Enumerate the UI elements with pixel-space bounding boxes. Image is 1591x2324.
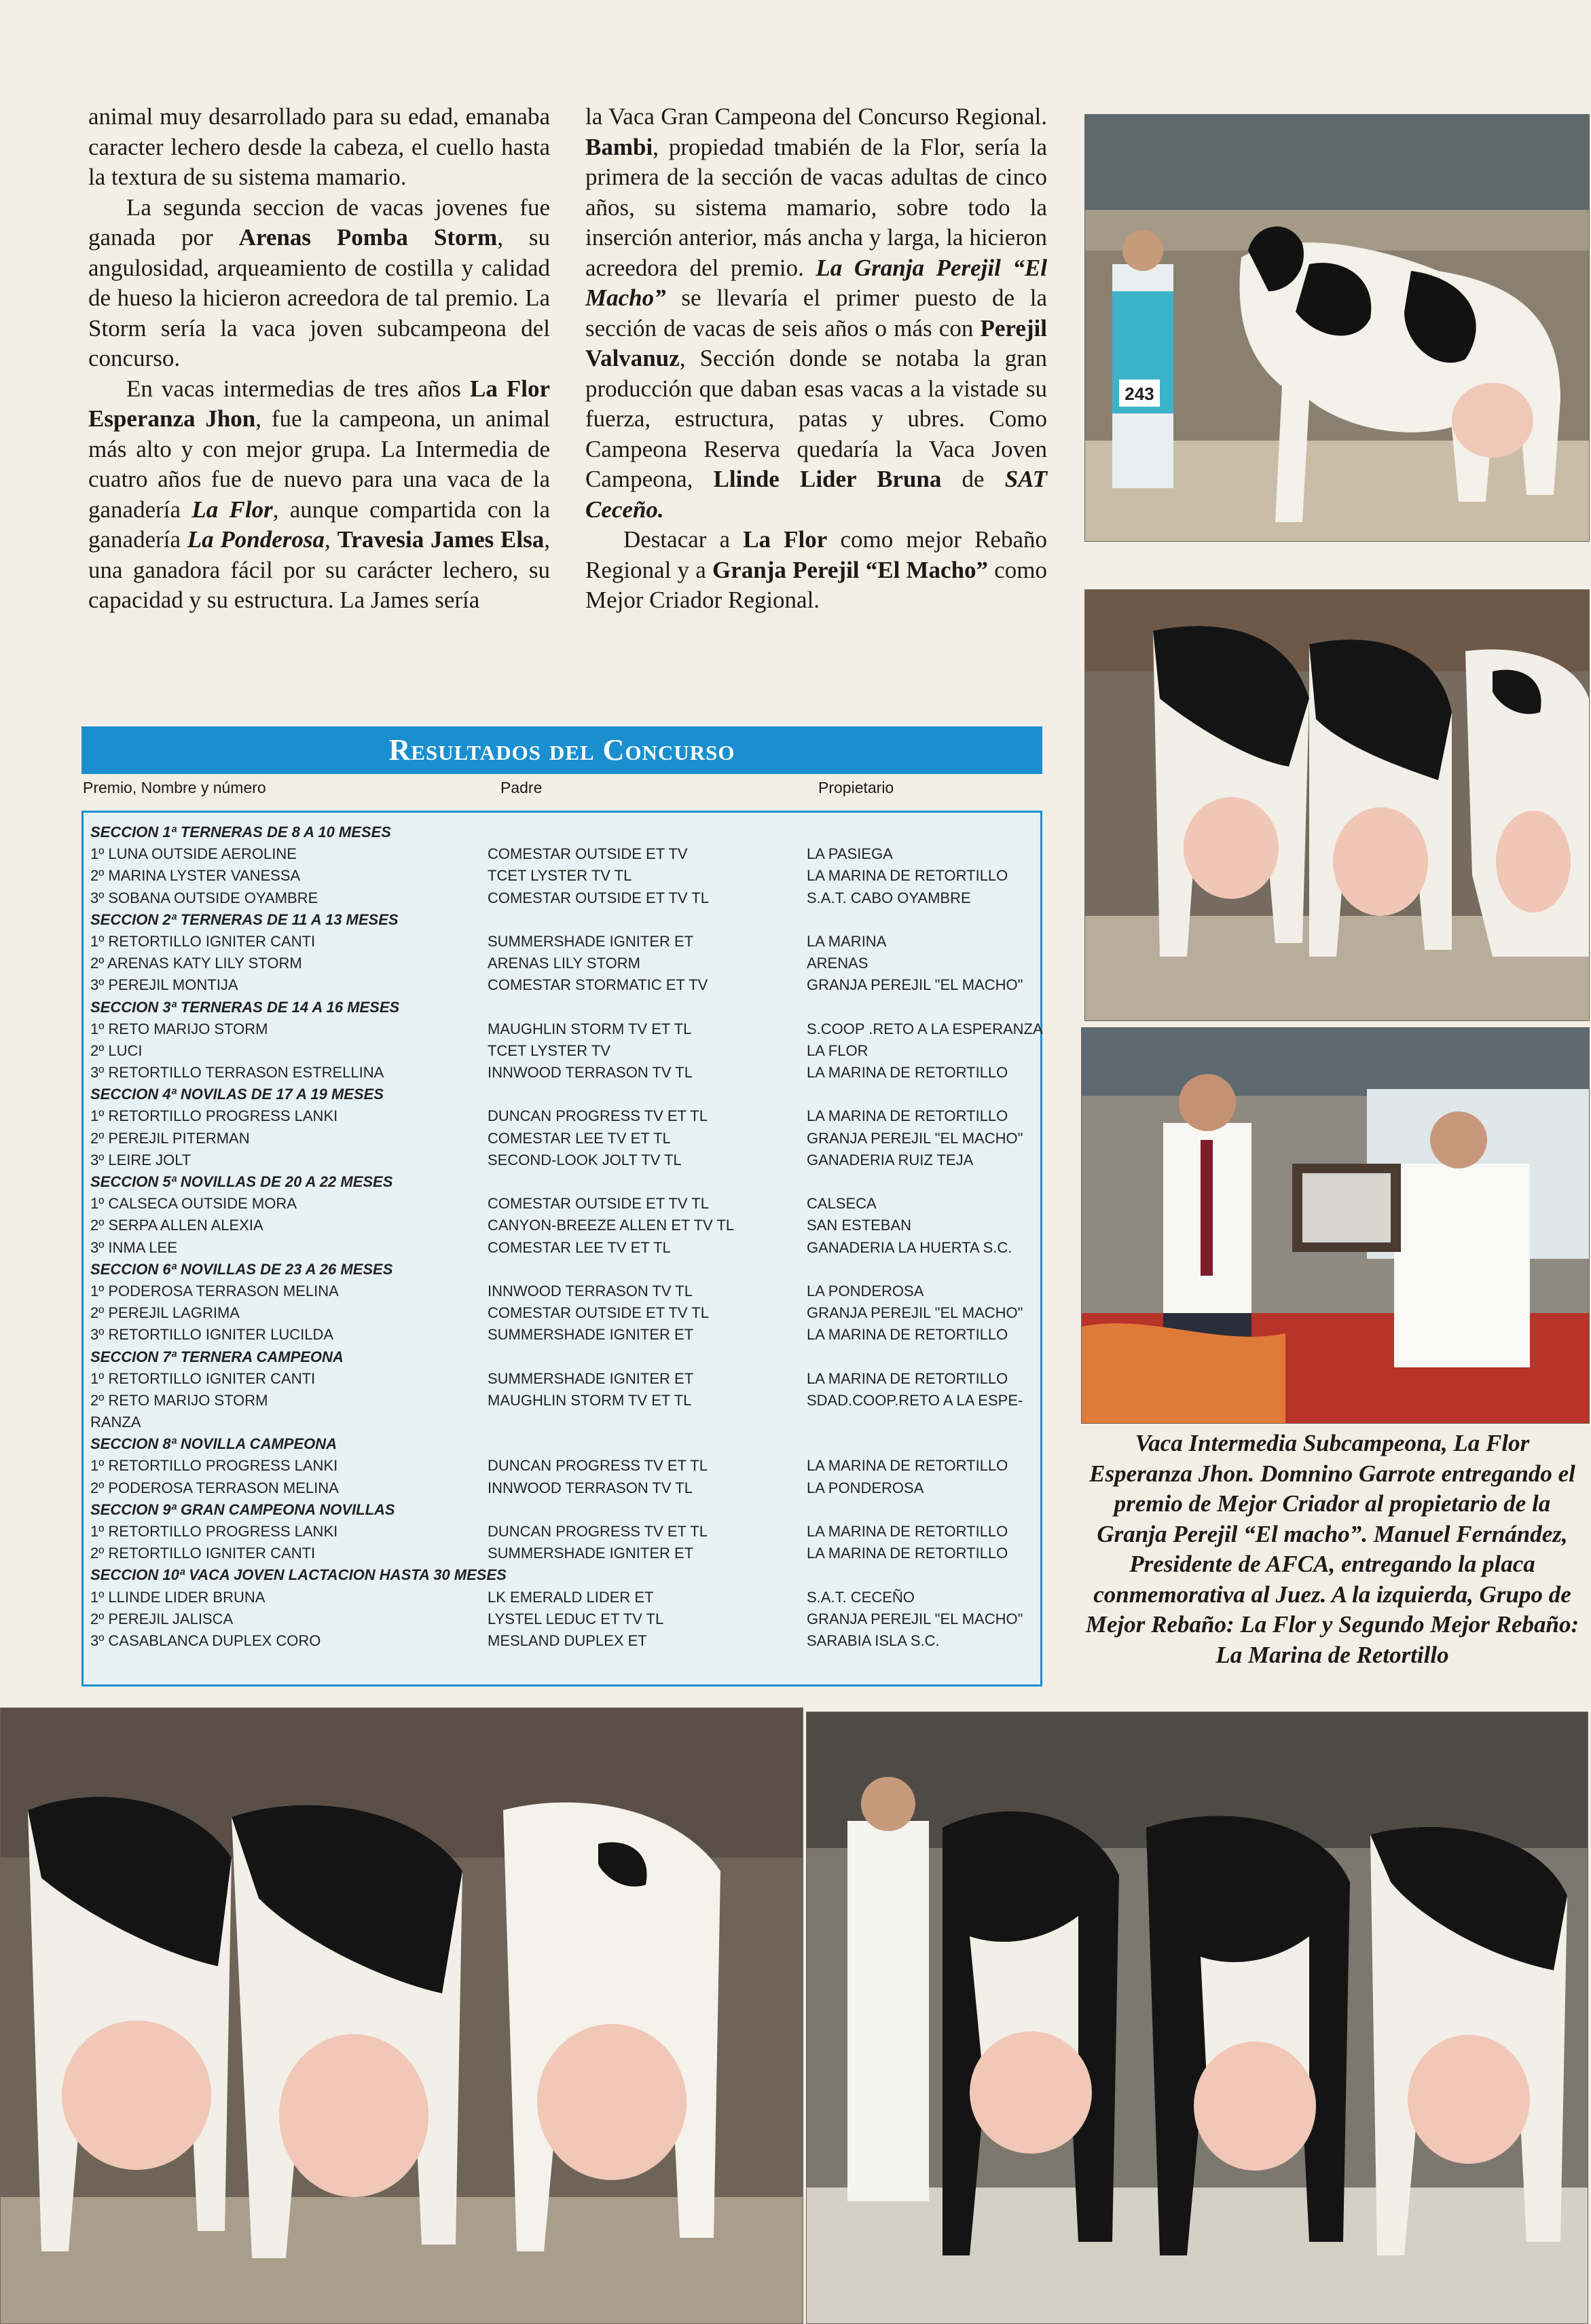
body-text: , Sección donde se notaba la gran producción que daban esas vacas a la vistade su fuerza, estructura, patas y ubres. Como Campeona Reserva quedaría la Vaca Joven Campeona, [585,345,1047,492]
cell-entry: 2º LUCI [90,1041,143,1059]
photo-best-herd-left [0,1708,803,2324]
section-title: SECCION 4ª NOVILAS DE 17 A 19 MESES [90,1086,384,1103]
cell-owner: SARABIA ISLA S.C. [807,1631,940,1649]
body-text: La segunda seccion de vacas jovenes fue ganada por [88,193,550,251]
cell-sire: TCET LYSTER TV TL [488,867,632,885]
body-text: , fue la campeona, un animal más alto y con mejor grupa. La Intermedia de cuatro años fue de nuevo para una vaca de la ganadería [88,405,550,523]
cell-entry: 1º LUNA OUTSIDE AEROLINE [90,845,297,863]
handler-number: 243 [1124,384,1154,404]
cell-entry: 1º RETO MARIJO STORM [90,1020,268,1037]
photo-award-plaque [1081,1027,1590,1424]
emphasis-text: La Flor Esperanza Jhon [88,375,551,432]
cell-sire: COMESTAR OUTSIDE ET TV TL [488,889,709,906]
cell-sire: COMESTAR LEE TV ET TL [488,1238,671,1256]
cell-sire: SECOND-LOOK JOLT TV TL [488,1151,682,1168]
body-text: de [941,466,1005,492]
emphasis-text: Perejil Valvanuz [585,314,1047,371]
cell-owner: LA PONDEROSA [807,1479,924,1496]
table-row [90,1105,1038,1127]
table-row [90,974,1038,996]
cell-entry: 1º RETORTILLO PROGRESS LANKI [90,1457,338,1475]
cell-entry: 2º ARENAS KATY LILY STORM [90,955,302,972]
cell-sire: LYSTEL LEDUC ET TV TL [488,1610,664,1627]
table-row [90,931,1038,953]
cell-sire: DUNCAN PROGRESS TV ET TL [488,1523,708,1540]
cell-owner: S.A.T. CECEÑO [807,1588,915,1606]
cell-entry: RANZA [90,1414,141,1431]
cell-entry: 3º RETORTILLO IGNITER LUCILDA [90,1326,334,1344]
emphasis-text: Bambi [585,133,653,160]
cell-entry: 2º PEREJIL JALISCA [90,1610,234,1627]
cell-entry: 2º RETORTILLO IGNITER CANTI [90,1545,316,1562]
article-paragraph [585,525,1047,616]
table-row [90,1324,1038,1346]
table-row [90,1543,1038,1564]
results-title: Resultados del Concurso [81,726,1042,774]
table-row [90,1608,1038,1630]
cell-sire: INNWOOD TERRASON TV TL [488,1479,693,1496]
cell-entry: 3º INMA LEE [90,1238,177,1256]
table-row [90,887,1038,909]
table-row [90,1237,1038,1259]
cell-owner: SAN ESTEBAN [807,1217,912,1234]
section-heading [90,822,1038,843]
cell-entry: 2º MARINA LYSTER VANESSA [90,867,301,885]
section-title: SECCION 1ª TERNERAS DE 8 A 10 MESES [90,824,391,841]
cell-entry: 3º RETORTILLO TERRASON ESTRELLINA [90,1064,384,1082]
body-text: En vacas intermedias de tres años [126,375,470,402]
cell-sire: MAUGHLIN STORM TV ET TL [488,1391,692,1409]
article-column-1 [88,102,550,616]
cell-owner: LA MARINA DE RETORTILLO [807,1523,1008,1540]
table-row [90,1368,1038,1390]
cell-entry: 3º PEREJIL MONTIJA [90,976,238,994]
emphasis-text: Granja Perejil “El Macho” [712,556,989,583]
table-row [90,1521,1038,1543]
section-heading [90,909,1038,931]
section-title: SECCION 6ª NOVILLAS DE 23 A 26 MESES [90,1260,393,1278]
cell-owner: LA MARINA [807,932,887,950]
emphasis-text: La Ponderosa [187,526,325,553]
cell-sire: CANYON-BREEZE ALLEN ET TV TL [488,1217,735,1234]
cell-owner: LA MARINA DE RETORTILLO [807,1369,1008,1387]
cell-sire: SUMMERSHADE IGNITER ET [488,1369,694,1387]
table-row [90,865,1038,887]
header-premio: Premio, Nombre y número [83,779,266,796]
cell-entry: 1º LLINDE LIDER BRUNA [90,1588,266,1606]
article-column-2 [585,102,1047,616]
body-text: animal muy desarrollado para su edad, emanaba caracter lechero desde la cabeza, el cuello hasta la textura de su sistema mamario. [88,103,550,190]
results-table [90,822,1043,1652]
header-propietario: Propietario [818,779,894,796]
section-heading [90,1564,1038,1586]
body-text: , [325,526,337,553]
cell-owner: LA FLOR [807,1041,868,1059]
section-title: SECCION 7ª TERNERA CAMPEONA [90,1348,344,1365]
cell-owner: LA PONDEROSA [807,1282,924,1299]
cell-entry: 2º SERPA ALLEN ALEXIA [90,1217,263,1234]
article-paragraph [88,102,550,193]
table-row [90,1215,1038,1236]
table-row [90,1128,1038,1149]
table-row [90,1412,1038,1433]
photo-best-herd-right [806,1712,1588,2324]
body-text: la Vaca Gran Campeona del Concurso Regional. [585,103,1047,130]
cell-sire: SUMMERSHADE IGNITER ET [488,1326,694,1344]
table-row [90,843,1038,865]
cell-sire: COMESTAR OUTSIDE ET TV TL [488,1195,709,1213]
cell-entry: 2º PEREJIL LAGRIMA [90,1304,240,1322]
cell-owner: CALSECA [807,1195,877,1213]
table-row [90,1040,1038,1062]
table-row [90,1587,1038,1608]
body-text: como mejor Rebaño Regional y a [585,526,1047,583]
section-heading [90,1433,1038,1455]
section-title: SECCION 3ª TERNERAS DE 14 A 16 MESES [90,998,400,1016]
section-title: SECCION 8ª NOVILLA CAMPEONA [90,1435,337,1453]
body-text: se llevaría el primer puesto de la sección de vacas de seis años o más con [585,284,1047,342]
cell-owner: LA PASIEGA [807,845,893,863]
body-text: , su angulosidad, arqueamiento de costilla y calidad de hueso la hicieron acreedora de tal premio. La Storm sería la vaca joven subcampeona del concurso. [88,224,551,371]
section-heading [90,1346,1038,1368]
emphasis-text: La Flor [743,526,828,553]
section-heading [90,997,1038,1018]
cell-entry: 3º LEIRE JOLT [90,1151,191,1168]
cell-entry: 3º CASABLANCA DUPLEX CORO [90,1631,321,1649]
section-heading [90,1171,1038,1193]
body-text: , aunque compartida con la ganadería [88,496,550,553]
cell-sire: DUNCAN PROGRESS TV ET TL [488,1107,708,1125]
cell-sire: INNWOOD TERRASON TV TL [488,1064,693,1082]
cell-sire: LK EMERALD LIDER ET [488,1588,654,1606]
article-paragraph [585,102,1047,525]
cell-sire: INNWOOD TERRASON TV TL [488,1282,693,1299]
cell-owner: LA MARINA DE RETORTILLO [807,1326,1008,1344]
cell-owner: S.COOP .RETO A LA ESPERANZA [807,1020,1043,1037]
cell-owner: LA MARINA DE RETORTILLO [807,1107,1008,1125]
cell-owner: LA MARINA DE RETORTILLO [807,1545,1008,1562]
table-row [90,1280,1038,1302]
cell-entry: 3º SOBANA OUTSIDE OYAMBRE [90,889,318,906]
header-padre: Padre [500,779,543,796]
cell-sire: COMESTAR LEE TV ET TL [488,1129,671,1147]
table-row [90,1302,1038,1324]
cell-sire: DUNCAN PROGRESS TV ET TL [488,1457,708,1475]
table-row [90,953,1038,974]
section-title: SECCION 9ª GRAN CAMPEONA NOVILLAS [90,1500,395,1518]
table-row [90,1477,1038,1499]
cell-owner: LA MARINA DE RETORTILLO [807,867,1008,885]
cell-owner: ARENAS [807,955,868,972]
emphasis-text: Llinde Lider Bruna [713,466,942,492]
cell-sire: SUMMERSHADE IGNITER ET [488,1545,694,1562]
section-title: SECCION 2ª TERNERAS DE 11 A 13 MESES [90,910,399,928]
cell-entry: 2º PODEROSA TERRASON MELINA [90,1479,339,1496]
body-text: , una ganadora fácil por su carácter lechero, su capacidad y su estructura. La James sería [88,526,550,613]
section-heading [90,1499,1038,1521]
section-heading [90,1084,1038,1105]
cell-sire: ARENAS LILY STORM [488,955,640,972]
cell-sire: SUMMERSHADE IGNITER ET [488,932,694,950]
cell-owner: LA MARINA DE RETORTILLO [807,1064,1008,1082]
emphasis-text: La Flor [191,496,273,523]
cell-sire: MESLAND DUPLEX ET [488,1631,647,1649]
photo-caption: Vaca Intermedia Subcampeona, La Flor Esperanza Jhon. Domnino Garrote entregando el premio de Mejor Criador al propietario de la Granja Perejil “El macho”. Manuel Fernández, Presidente de AFCA, entregando la placa conmemorativa al Juez. A la izquierda, Grupo de Mejor Rebaño: La Flor y Segundo Mejor Rebaño: La Marina de Retortillo [1085,1430,1579,1668]
cell-entry: 1º CALSECA OUTSIDE MORA [90,1195,297,1213]
cell-owner: GRANJA PEREJIL "EL MACHO" [807,1129,1023,1147]
emphasis-text: Travesia James Elsa [337,526,545,553]
photo-cows-rear-group [1084,589,1590,1021]
table-row [90,1062,1038,1084]
cell-owner: GANADERIA LA HUERTA S.C. [807,1238,1012,1256]
cell-owner: GRANJA PEREJIL "EL MACHO" [807,1610,1023,1627]
cell-entry: 1º RETORTILLO PROGRESS LANKI [90,1107,338,1125]
emphasis-text: Arenas Pomba Storm [238,224,498,251]
cell-sire: COMESTAR OUTSIDE ET TV [488,845,688,863]
section-title: SECCION 10ª VACA JOVEN LACTACION HASTA 30 MESES [90,1566,507,1584]
cell-entry: 1º PODEROSA TERRASON MELINA [90,1282,339,1299]
emphasis-text: SAT Ceceño. [585,466,1047,523]
cell-sire: MAUGHLIN STORM TV ET TL [488,1020,692,1037]
cell-sire: COMESTAR STORMATIC ET TV [488,976,708,994]
cell-entry: 1º RETORTILLO IGNITER CANTI [90,1369,316,1387]
body-text: como Mejor Criador Regional. [585,556,1048,613]
cell-owner: GRANJA PEREJIL "EL MACHO" [807,1304,1023,1322]
photo-cow-with-handler [1084,114,1590,542]
cell-entry: 2º PEREJIL PITERMAN [90,1129,250,1147]
article-paragraph [88,374,550,616]
section-heading [90,1259,1038,1280]
cell-owner: SDAD.COOP.RETO A LA ESPE- [807,1391,1023,1409]
body-text: , propiedad tmabién de la Flor, sería la primera de la sección de vacas adultas de cinco años, su sistema mamario, sobre todo la inserción anterior, más ancha y larga, la hicieron acreedora del premio. [585,133,1047,281]
table-row [90,1455,1038,1477]
cell-sire: COMESTAR OUTSIDE ET TV TL [488,1304,709,1322]
table-row [90,1630,1038,1652]
cell-entry: 1º RETORTILLO IGNITER CANTI [90,932,316,950]
cell-sire: TCET LYSTER TV [488,1041,610,1059]
cell-owner: LA MARINA DE RETORTILLO [807,1457,1008,1475]
section-title: SECCION 5ª NOVILLAS DE 20 A 22 MESES [90,1173,393,1190]
table-row [90,1018,1043,1040]
body-text: Destacar a [623,526,744,553]
cell-owner: GANADERIA RUIZ TEJA [807,1151,974,1168]
table-row [90,1149,1038,1171]
cell-owner: S.A.T. CABO OYAMBRE [807,889,971,906]
table-row [90,1390,1038,1412]
cell-owner: GRANJA PEREJIL "EL MACHO" [807,976,1023,994]
emphasis-text: La Granja Perejil “El Macho” [585,254,1047,311]
table-row [90,1193,1038,1215]
article-paragraph [88,193,550,374]
cell-entry: 2º RETO MARIJO STORM [90,1391,268,1409]
cell-entry: 1º RETORTILLO PROGRESS LANKI [90,1523,338,1540]
